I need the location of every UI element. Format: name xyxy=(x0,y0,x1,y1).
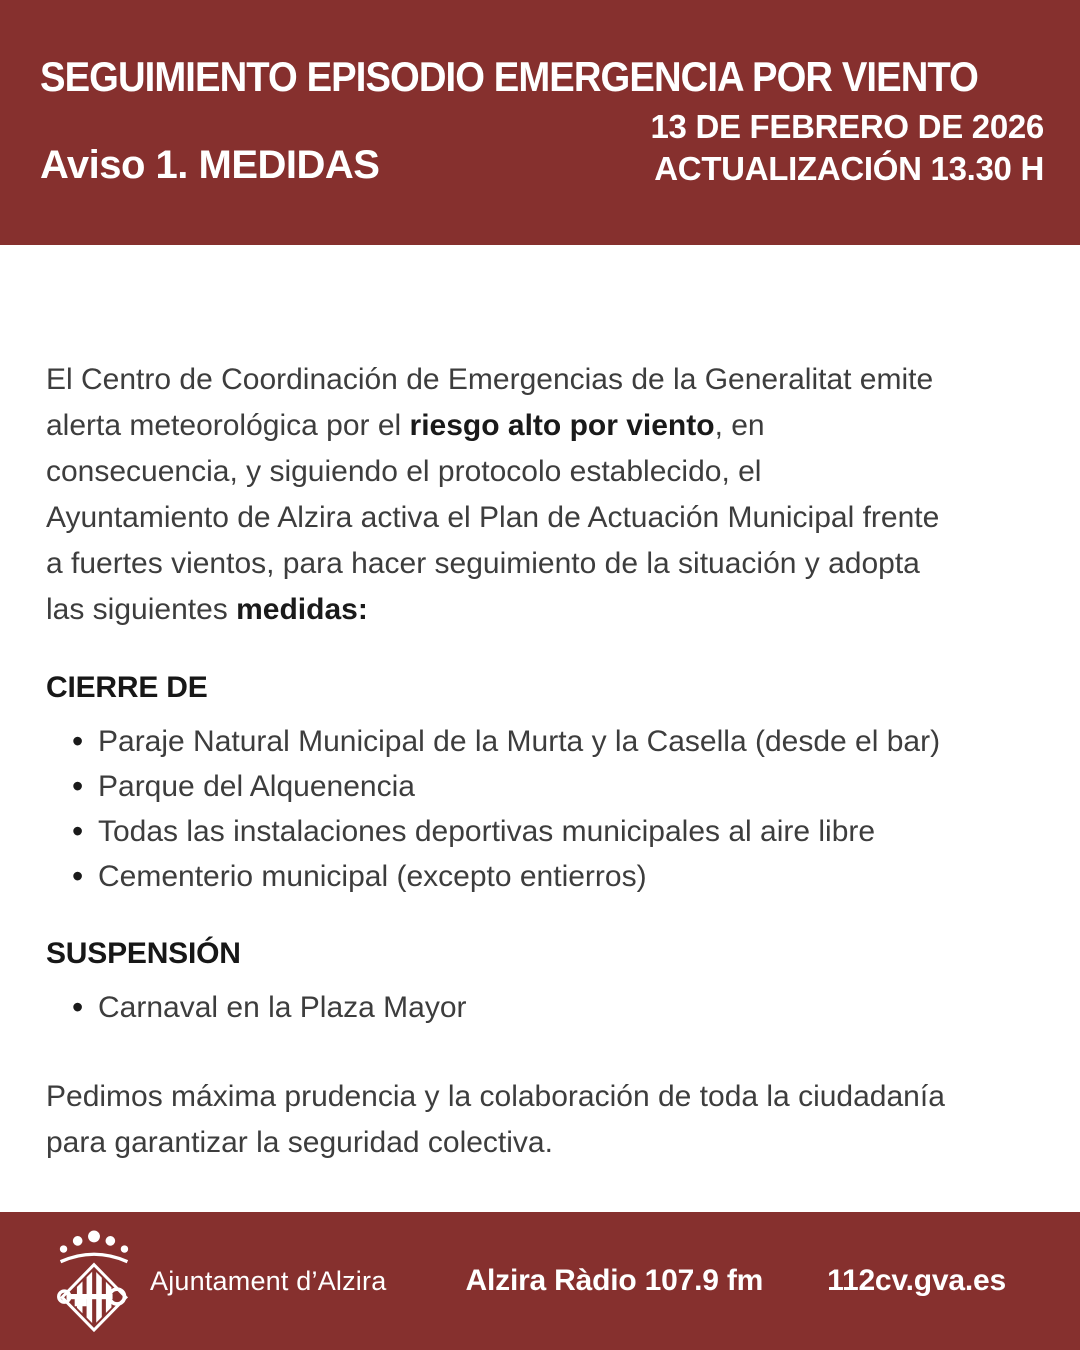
intro-text-segment: a fuertes vientos, para hacer seguimiento de la situación y adopta xyxy=(46,547,920,580)
aviso-label: Aviso 1. MEDIDAS xyxy=(40,143,380,188)
radio-label: Alzira Ràdio 107.9 fm xyxy=(465,1264,764,1297)
header-date-block xyxy=(650,106,1044,190)
footer xyxy=(0,1212,1080,1350)
intro-bold-medidas: medidas: xyxy=(236,593,368,626)
intro-text-segment: alerta meteorológica por el xyxy=(46,409,410,442)
intro-text-segment: El Centro de Coordinación de Emergencias de la Generalitat emite xyxy=(46,363,934,396)
org-name: Ajuntament d’Alzira xyxy=(150,1265,387,1296)
intro-text-segment: consecuencia, y siguiendo el protocolo establecido, el xyxy=(46,455,762,488)
alzira-coat-of-arms-icon xyxy=(56,1229,132,1333)
list-item: • Parque del Alquenencia xyxy=(46,764,1030,809)
closing-paragraph xyxy=(46,1074,1030,1166)
city-brand xyxy=(56,1229,386,1333)
notice-body xyxy=(0,245,1080,1166)
closing-text-segment: Pedimos máxima prudencia y la colaboración de toda la ciudadanía xyxy=(46,1080,945,1113)
list-item: • Carnaval en la Plaza Mayor xyxy=(46,985,1030,1030)
list-item: • Paraje Natural Municipal de la Murta y la Casella (desde el bar) xyxy=(46,719,1030,764)
header-subrow xyxy=(40,106,1044,190)
header xyxy=(0,0,1080,245)
list-item: • Cementerio municipal (excepto entierros) xyxy=(46,854,1030,899)
website-label: 112cv.gva.es xyxy=(827,1264,1006,1297)
date-label: 13 DE FEBRERO DE 2026 xyxy=(650,108,1044,146)
section-heading-cierre: CIERRE DE xyxy=(46,671,208,704)
cierre-list xyxy=(46,719,1030,899)
intro-text-segment: , en xyxy=(714,409,765,442)
intro-text-segment: las siguientes xyxy=(46,593,237,626)
intro-text-segment: Ayuntamiento de Alzira activa el Plan de Actuación Municipal frente xyxy=(46,501,940,534)
intro-bold-risk: riesgo alto por viento xyxy=(409,409,715,442)
closing-text-segment: para garantizar la seguridad colectiva. xyxy=(46,1126,553,1159)
intro-paragraph xyxy=(46,357,1030,633)
update-time-label: ACTUALIZACIÓN 13.30 H xyxy=(654,150,1044,188)
suspension-list xyxy=(46,985,1030,1030)
list-item: • Todas las instalaciones deportivas municipales al aire libre xyxy=(46,809,1030,854)
page-title: SEGUIMIENTO EPISODIO EMERGENCIA POR VIENTO xyxy=(40,53,978,100)
footer-contacts xyxy=(466,1264,1006,1298)
section-heading-suspension: SUSPENSIÓN xyxy=(46,937,241,970)
